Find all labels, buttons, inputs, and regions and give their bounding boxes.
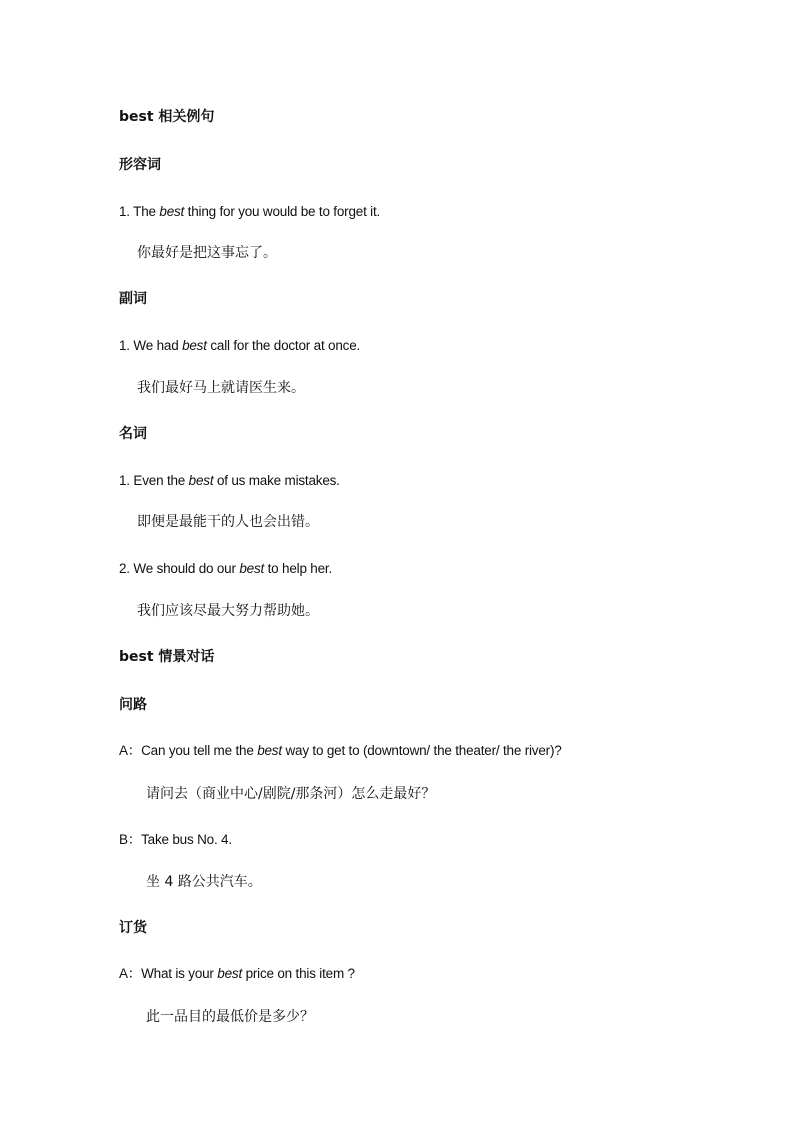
example-sentence: 1. We had best call for the doctor at once. xyxy=(119,338,361,353)
dialogue-line: A：Can you tell me the best way to get to (downtown/ the theater/ the river)? xyxy=(119,743,562,758)
keyword: best xyxy=(217,966,243,981)
dialogue-translation: 此一品目的最低价是多少？ xyxy=(146,1009,314,1025)
keyword: best xyxy=(188,473,214,488)
dialogue-line: B：Take bus No. 4. xyxy=(119,832,232,847)
keyword: best xyxy=(182,338,207,353)
dialogue-heading-directions: 问路 xyxy=(119,697,147,713)
section-heading-adverb: 副词 xyxy=(119,291,147,307)
keyword: best xyxy=(159,204,185,219)
keyword: best xyxy=(257,743,282,758)
example-sentence: 1. Even the best of us make mistakes. xyxy=(119,473,340,488)
title-word: best xyxy=(119,109,154,125)
example-translation: 我们最好马上就请医生来。 xyxy=(137,380,305,396)
page-title xyxy=(119,110,214,124)
dialogue-translation: 请问去（商业中心/剧院/那条河）怎么走最好？ xyxy=(146,786,436,802)
keyword: best xyxy=(239,561,265,576)
dialogue-translation: 坐 4 路公共汽车。 xyxy=(146,874,262,890)
title-rest: 相关例句 xyxy=(158,109,215,125)
dialogue-title xyxy=(119,650,214,664)
example-sentence: 2. We should do our best to help her. xyxy=(119,561,333,576)
example-translation: 即便是最能干的人也会出错。 xyxy=(137,514,319,530)
example-translation: 你最好是把这事忘了。 xyxy=(137,245,277,261)
example-translation: 我们应该尽最大努力帮助她。 xyxy=(137,603,319,619)
dialogue-line: A：What is your best price on this item ? xyxy=(119,966,355,981)
section-heading-adjective: 形容词 xyxy=(119,157,161,173)
section-heading-noun: 名词 xyxy=(119,426,147,442)
speaker: A： xyxy=(119,743,142,758)
dialogue-title-word: best xyxy=(119,649,154,665)
example-sentence: 1. The best thing for you would be to forget it. xyxy=(119,204,381,219)
speaker: B： xyxy=(119,832,142,847)
dialogue-title-rest: 情景对话 xyxy=(158,649,215,665)
dialogue-heading-ordering: 订货 xyxy=(119,920,147,936)
speaker: A： xyxy=(119,966,142,981)
